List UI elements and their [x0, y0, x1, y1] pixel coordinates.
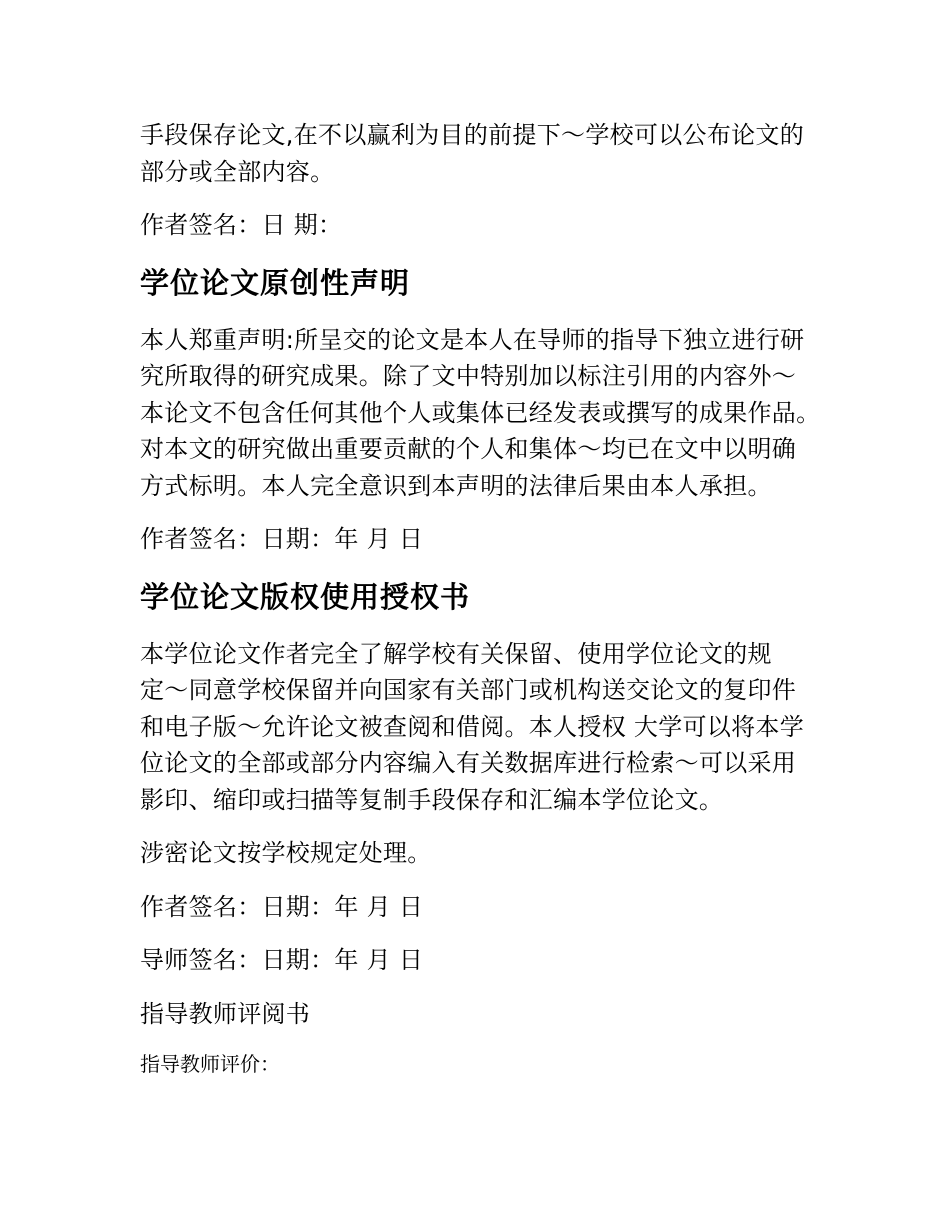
heading-originality-statement: 学位论文原创性声明: [140, 265, 411, 300]
advisor-signature-line: 导师签名：日期：年 月 日: [140, 946, 424, 974]
text-line: 影印、缩印或扫描等复制手段保存和汇编本学位论文。: [140, 785, 724, 814]
text-line: 本论文不包含任何其他个人或集体已经发表或撰写的成果作品。: [140, 398, 821, 427]
heading-advisor-review: 指导教师评阅书: [140, 999, 311, 1028]
text-line: 部分或全部内容。: [140, 157, 335, 186]
paragraph-originality: [140, 322, 840, 505]
heading-copyright-authorization: 学位论文版权使用授权书: [140, 579, 471, 614]
author-signature-line-1: 作者签名：日 期：: [140, 211, 343, 239]
text-line: 本学位论文作者完全了解学校有关保留、使用学位论文的规: [140, 639, 772, 668]
text-line: 对本文的研究做出重要贡献的个人和集体～均已在文中以明确: [140, 435, 797, 463]
author-signature-line-3: 作者签名：日期：年 月 日: [140, 892, 424, 921]
text-line: 方式标明。本人完全意识到本声明的法律后果由本人承担。: [140, 471, 772, 500]
document-page: [140, 117, 840, 1079]
text-line: 本人郑重声明:所呈交的论文是本人在导师的指导下独立进行研: [140, 325, 805, 354]
text-line: 位论文的全部或部分内容编入有关数据库进行检索～可以采用: [140, 749, 797, 777]
paragraph-intro: [140, 117, 840, 190]
advisor-evaluation-label: 指导教师评价：: [140, 1052, 280, 1076]
text-line: 手段保存论文,在不以赢利为目的前提下～学校可以公布论文的: [140, 121, 805, 149]
paragraph-authorization: [140, 636, 840, 819]
text-line: 和电子版～允许论文被查阅和借阅。本人授权 大学可以将本学: [140, 712, 805, 741]
paragraph-confidential: 涉密论文按学校规定处理。: [140, 839, 432, 867]
author-signature-line-2: 作者签名：日期：年 月 日: [140, 525, 424, 553]
text-line: 究所取得的研究成果。除了文中特别加以标注引用的内容外～: [140, 362, 797, 390]
text-line: 定～同意学校保留并向国家有关部门或机构送交论文的复印件: [140, 676, 797, 704]
